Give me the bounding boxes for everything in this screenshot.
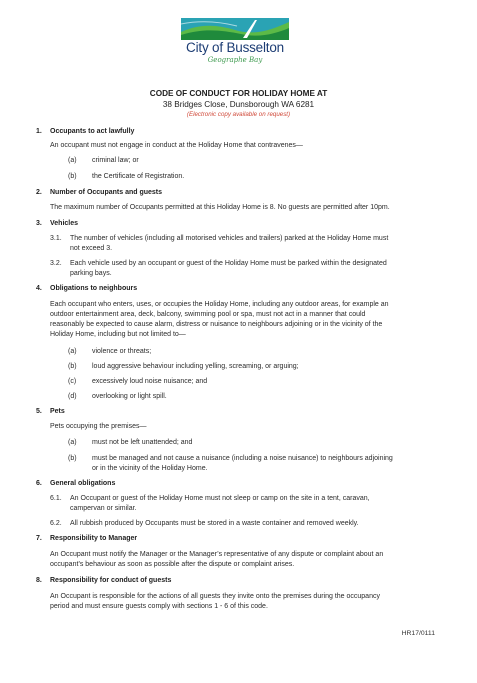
section-1-item-a: criminal law; or [92,157,139,164]
document-reference: HR17/0111 [401,630,435,637]
section-3-2-label: 3.2. [50,260,62,267]
section-5-title: Pets [50,408,65,415]
section-7-line-2: occupant’s behaviour as soon as possible after the dispute or complaint arises. [50,561,295,568]
document-title: CODE OF CONDUCT FOR HOLIDAY HOME AT [149,89,328,98]
section-5-item-a: must not be left unattended; and [92,439,193,446]
section-5-item-b-label: (b) [68,455,77,462]
section-3-2-line-2: parking bays. [70,270,112,277]
section-3-number: 3. [36,220,42,227]
section-3-1-label: 3.1. [50,235,62,242]
city-logo [180,18,290,70]
section-7-line-1: An Occupant must notify the Manager or the Manager’s representative of any dispute or complaint about an [50,551,384,558]
section-1-title: Occupants to act lawfully [50,128,135,135]
section-2-text: The maximum number of Occupants permitted at this Holiday Home is 8. No guests are permitted after 10pm. [50,204,390,211]
section-4-item-c-label: (c) [68,378,77,385]
section-4-line-2: outdoor entertainment area, deck, balcony, swimming pool or spa, must not act in a manner that could [50,311,366,318]
section-8-title: Responsibility for conduct of guests [50,577,172,584]
section-4-line-1: Each occupant who enters, uses, or occupies the Holiday Home, including any outdoor areas, for example an [50,301,389,308]
section-5-intro: Pets occupying the premises— [50,423,147,430]
section-6-1-line-2: campervan or similar. [70,505,137,512]
section-2-number: 2. [36,189,42,196]
section-4-item-b-label: (b) [68,363,77,370]
section-6-2-line-1: All rubbish produced by Occupants must be stored in a waste container and removed weekly. [70,520,359,527]
section-6-title: General obligations [50,480,116,487]
electronic-copy-note: (Electronic copy available on request) [186,111,291,118]
logo-name: City of Busselton [186,40,284,55]
logo-tagline: Geographe Bay [207,56,263,64]
section-3-2-line-1: Each vehicle used by an occupant or guest of the Holiday Home must be parked within the designated [70,260,387,267]
section-6-1-line-1: An Occupant or guest of the Holiday Home must not sleep or camp on the site in a tent, caravan, [70,495,370,502]
section-8-number: 8. [36,577,42,584]
section-3-1-line-1: The number of vehicles (including all motorised vehicles and trailers) parked at the Holiday Home must [70,235,389,242]
section-4-line-3: reasonably be expected to cause alarm, distress or nuisance to neighbours adjoining or in the vicinity of the [50,321,383,328]
section-4-item-c: excessively loud noise nuisance; and [92,378,208,385]
section-6-1-label: 6.1. [50,495,62,502]
section-1-item-b-label: (b) [68,173,77,180]
section-5-item-b-line-2: or in the vicinity of the Holiday Home. [92,465,208,472]
section-2-title: Number of Occupants and guests [50,189,163,196]
document-address: 38 Bridges Close, Dunsborough WA 6281 [162,100,315,109]
section-5-number: 5. [36,408,42,415]
section-3-1-line-2: not exceed 3. [70,245,113,252]
section-4-number: 4. [36,285,42,292]
section-1-intro: An occupant must not engage in conduct at the Holiday Home that contravenes— [50,142,303,149]
section-7-title: Responsibility to Manager [50,535,138,542]
section-5-item-b-line-1: must be managed and not cause a nuisance (including a noise nuisance) to neighbours adjoining [92,455,393,462]
section-1-item-b: the Certificate of Registration. [92,173,185,180]
section-5-item-a-label: (a) [68,439,77,446]
section-8-line-2: period and must ensure guests comply with sections 1 - 6 of this code. [50,603,268,610]
logo-wave-icon [181,18,289,40]
section-4-item-a: violence or threats; [92,348,152,355]
section-8-line-1: An Occupant is responsible for the actions of all guests they invite onto the premises during the occupancy [50,593,380,600]
section-6-number: 6. [36,480,42,487]
section-6-2-label: 6.2. [50,520,62,527]
section-1-number: 1. [36,128,42,135]
section-1-item-a-label: (a) [68,157,77,164]
section-4-item-d-label: (d) [68,393,77,400]
section-4-item-b: loud aggressive behaviour including yelling, screaming, or arguing; [92,363,299,370]
section-4-line-4: Holiday Home, including but not limited to— [50,331,186,338]
section-3-title: Vehicles [50,220,79,227]
section-4-item-a-label: (a) [68,348,77,355]
section-4-title: Obligations to neighbours [50,285,138,292]
section-4-item-d: overlooking or light spill. [92,393,167,400]
section-7-number: 7. [36,535,42,542]
